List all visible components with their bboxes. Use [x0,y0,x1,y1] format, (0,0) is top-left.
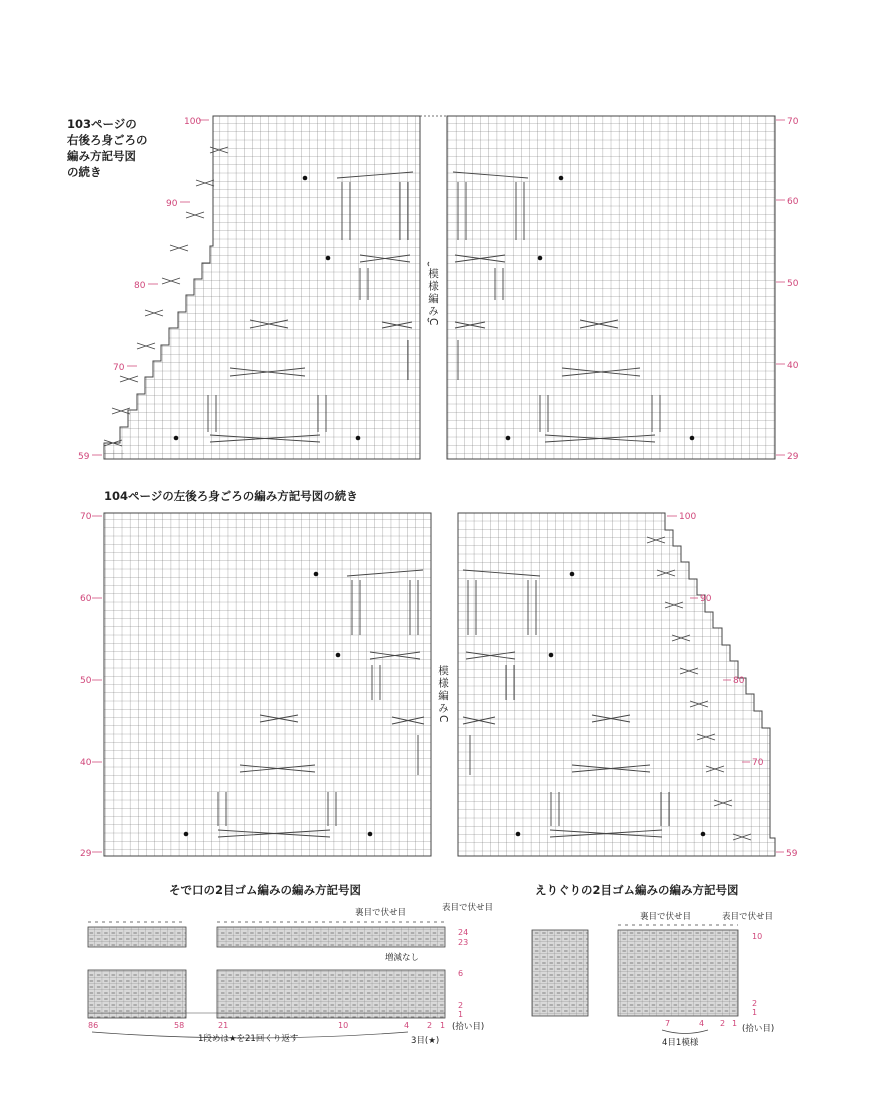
neck-pickup: (拾い目) [742,1024,775,1034]
row-number: 50 [787,279,799,289]
stitch-number: 10 [338,1021,349,1030]
section2-left-row-numbers [80,512,92,859]
stitch-number: 1 [440,1021,446,1030]
row-number: 6 [458,969,464,978]
row-number: 100 [184,117,202,127]
row-number: 24 [458,928,469,937]
section1-right-grid [447,116,775,459]
section1-right-row-numbers [787,117,799,462]
row-number: 29 [80,849,92,859]
row-number: 2 [752,999,758,1008]
row-number: 60 [787,197,799,207]
row-number: 2 [458,1001,464,1010]
sleeve-bind-off-purl: 裏目で伏せ目 [355,908,407,918]
row-number: 50 [80,676,92,686]
row-number: 40 [80,758,92,768]
row-number: 90 [166,199,178,209]
row-number: 59 [786,849,798,859]
sleeve-pickup: (拾い目) [452,1022,485,1032]
row-number: 40 [787,361,799,371]
row-number: 23 [458,938,469,947]
row-number: 80 [733,676,745,686]
section1-pattern-label: 模様編みC [427,268,439,328]
section1-left-chart [104,116,420,459]
section1-caption-line2: 右後ろ身ごろの [67,133,148,147]
row-number: 80 [134,281,146,291]
row-number: 10 [752,932,763,941]
sleeve-chart [88,883,493,1046]
sleeve-bind-off-knit: 表目で伏せ目 [442,903,494,913]
section2-pattern-label: 模様編みC [437,665,449,725]
section2-left-grid [104,513,431,856]
neck-repeat-note: 4目1模様 [662,1038,699,1048]
row-number: 70 [113,363,125,373]
row-number: 70 [752,758,764,768]
sleeve-star-note: 3目(★) [411,1036,440,1046]
section1-caption-line3: 編み方記号図 [67,149,136,163]
row-number: 70 [80,512,92,522]
neck-bind-off-purl: 裏目で伏せ目 [640,912,692,922]
row-number: 90 [700,594,712,604]
section1-caption-line4: の続き [67,165,102,179]
stitch-number: 86 [88,1021,99,1030]
neck-title: えりぐりの2目ゴム編みの編み方記号図 [535,883,739,897]
row-number: 70 [787,117,799,127]
neck-chart [532,883,774,1048]
stitch-number: 1 [732,1019,738,1028]
row-number: 100 [679,512,697,522]
stitch-number: 2 [720,1019,726,1028]
row-number: 59 [78,452,90,462]
section1-left-grid [104,116,420,459]
section1-caption-line1: 103ページの [67,117,137,131]
section2 [80,489,798,859]
neck-bind-off-knit: 表目で伏せ目 [722,912,774,922]
sleeve-title: そで口の2目ゴム編みの編み方記号図 [169,883,361,897]
sleeve-no-change: 増減なし [385,953,420,963]
stitch-number: 4 [699,1019,705,1028]
stitch-number: 7 [665,1019,671,1028]
section1 [66,116,799,462]
section2-caption: 104ページの左後ろ身ごろの編み方記号図の続き [104,489,358,503]
stitch-number: 21 [218,1021,229,1030]
row-number: 60 [80,594,92,604]
row-number: 1 [752,1008,758,1017]
stitch-number: 2 [427,1021,433,1030]
row-number: 1 [458,1010,464,1019]
stitch-number: 58 [174,1021,185,1030]
row-number: 29 [787,452,799,462]
sleeve-repeat-note: 1段めは★を21回くり返す [198,1034,299,1044]
stitch-number: 4 [404,1021,410,1030]
